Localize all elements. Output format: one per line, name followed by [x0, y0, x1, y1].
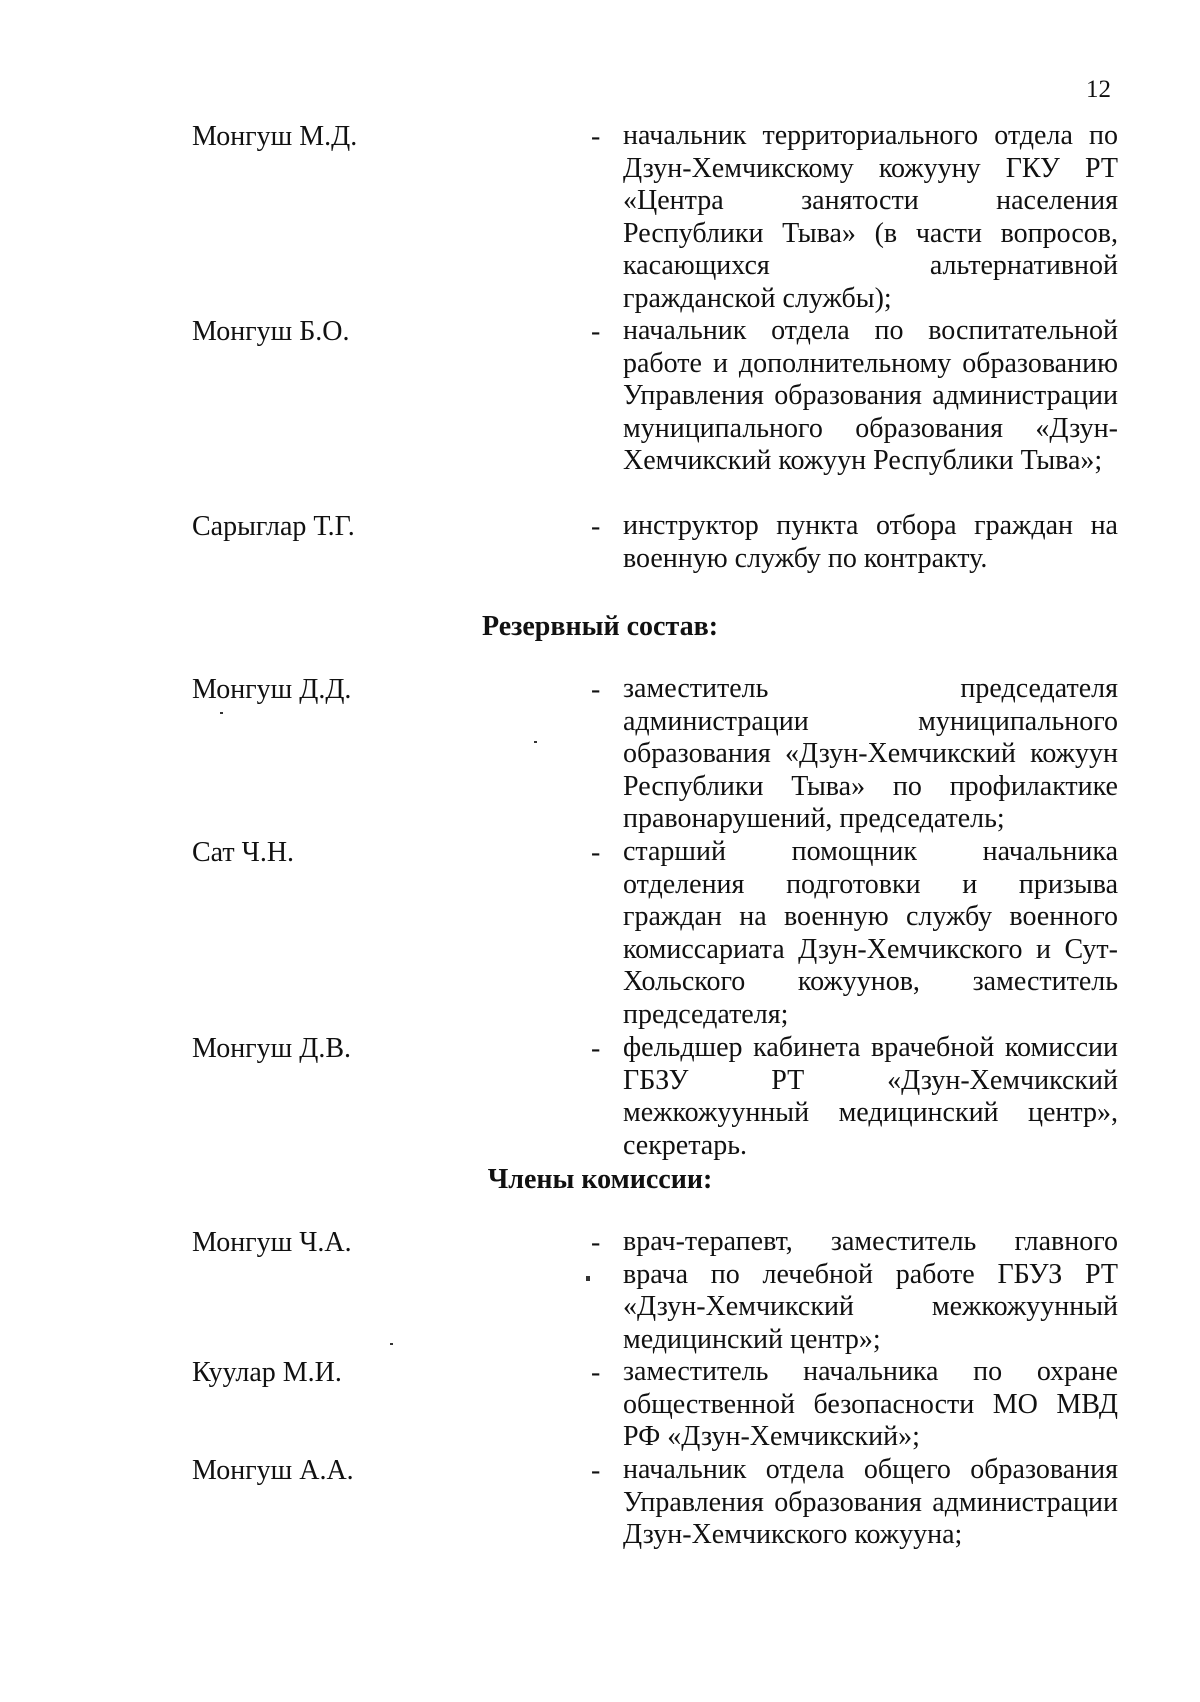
member-role: заместитель председателя администрации муниципального образования «Дзун-Хемчикский кожуун Республики Тыва» по профилактике правонарушений, председатель; — [623, 673, 1118, 834]
member-name: Куулар М.И. — [192, 1357, 342, 1388]
member-role: старший помощник начальника отделения подготовки и призыва граждан на военную службу военного комиссариата Дзун-Хемчикского и Сут-Хольского кожуунов, заместитель председателя; — [623, 836, 1118, 1030]
member-role: начальник территориального отдела по Дзун-Хемчикскому кожууну ГКУ РТ «Центра занятости населения Республики Тыва» (в части вопросов, касающихся альтернативной гражданской службы); — [623, 120, 1118, 314]
member-role: врач-терапевт, заместитель главного врача по лечебной работе ГБУЗ РТ «Дзун-Хемчикский межкожуунный медицинский центр»; — [623, 1226, 1118, 1355]
dash-separator: - — [591, 674, 601, 705]
member-name: Монгуш Д.В. — [192, 1033, 352, 1064]
dash-separator: - — [591, 837, 601, 868]
scan-speck — [586, 1276, 590, 1281]
member-name: Монгуш А.А. — [192, 1455, 354, 1486]
member-name: Сат Ч.Н. — [192, 837, 295, 868]
page-number: 12 — [1086, 76, 1111, 103]
dash-separator: - — [591, 1033, 601, 1064]
member-role: инструктор пункта отбора граждан на военную службу по контракту. — [623, 510, 1118, 574]
section-heading-commission: Члены комиссии: — [487, 1164, 713, 1195]
section-heading-reserve: Резервный состав: — [481, 611, 719, 642]
member-role: фельдшер кабинета врачебной комиссии ГБЗУ РТ «Дзун-Хемчикский межкожуунный медицинский центр», секретарь. — [623, 1032, 1118, 1161]
dash-separator: - — [591, 1455, 601, 1486]
scan-speck — [390, 1343, 393, 1345]
dash-separator: - — [591, 1227, 601, 1258]
scan-speck — [534, 741, 537, 743]
member-name: Монгуш Д.Д. — [192, 674, 352, 705]
member-role: начальник отдела по воспитательной работе и дополнительному образованию Управления образования администрации муниципального образования «Дзун-Хемчикский кожуун Республики Тыва»; — [623, 315, 1118, 476]
dash-separator: - — [591, 511, 601, 542]
member-name: Монгуш М.Д. — [192, 121, 358, 152]
dash-separator: - — [591, 316, 601, 347]
member-name: Сарыглар Т.Г. — [192, 511, 355, 542]
dash-separator: - — [591, 121, 601, 152]
member-name: Монгуш Б.О. — [192, 316, 350, 347]
member-name: Монгуш Ч.А. — [192, 1227, 352, 1258]
dash-separator: - — [591, 1357, 601, 1388]
member-role: заместитель начальника по охране общественной безопасности МО МВД РФ «Дзун-Хемчикский»; — [623, 1356, 1118, 1452]
scan-speck — [220, 712, 223, 714]
member-role: начальник отдела общего образования Управления образования администрации Дзун-Хемчикского кожууна; — [623, 1454, 1118, 1550]
